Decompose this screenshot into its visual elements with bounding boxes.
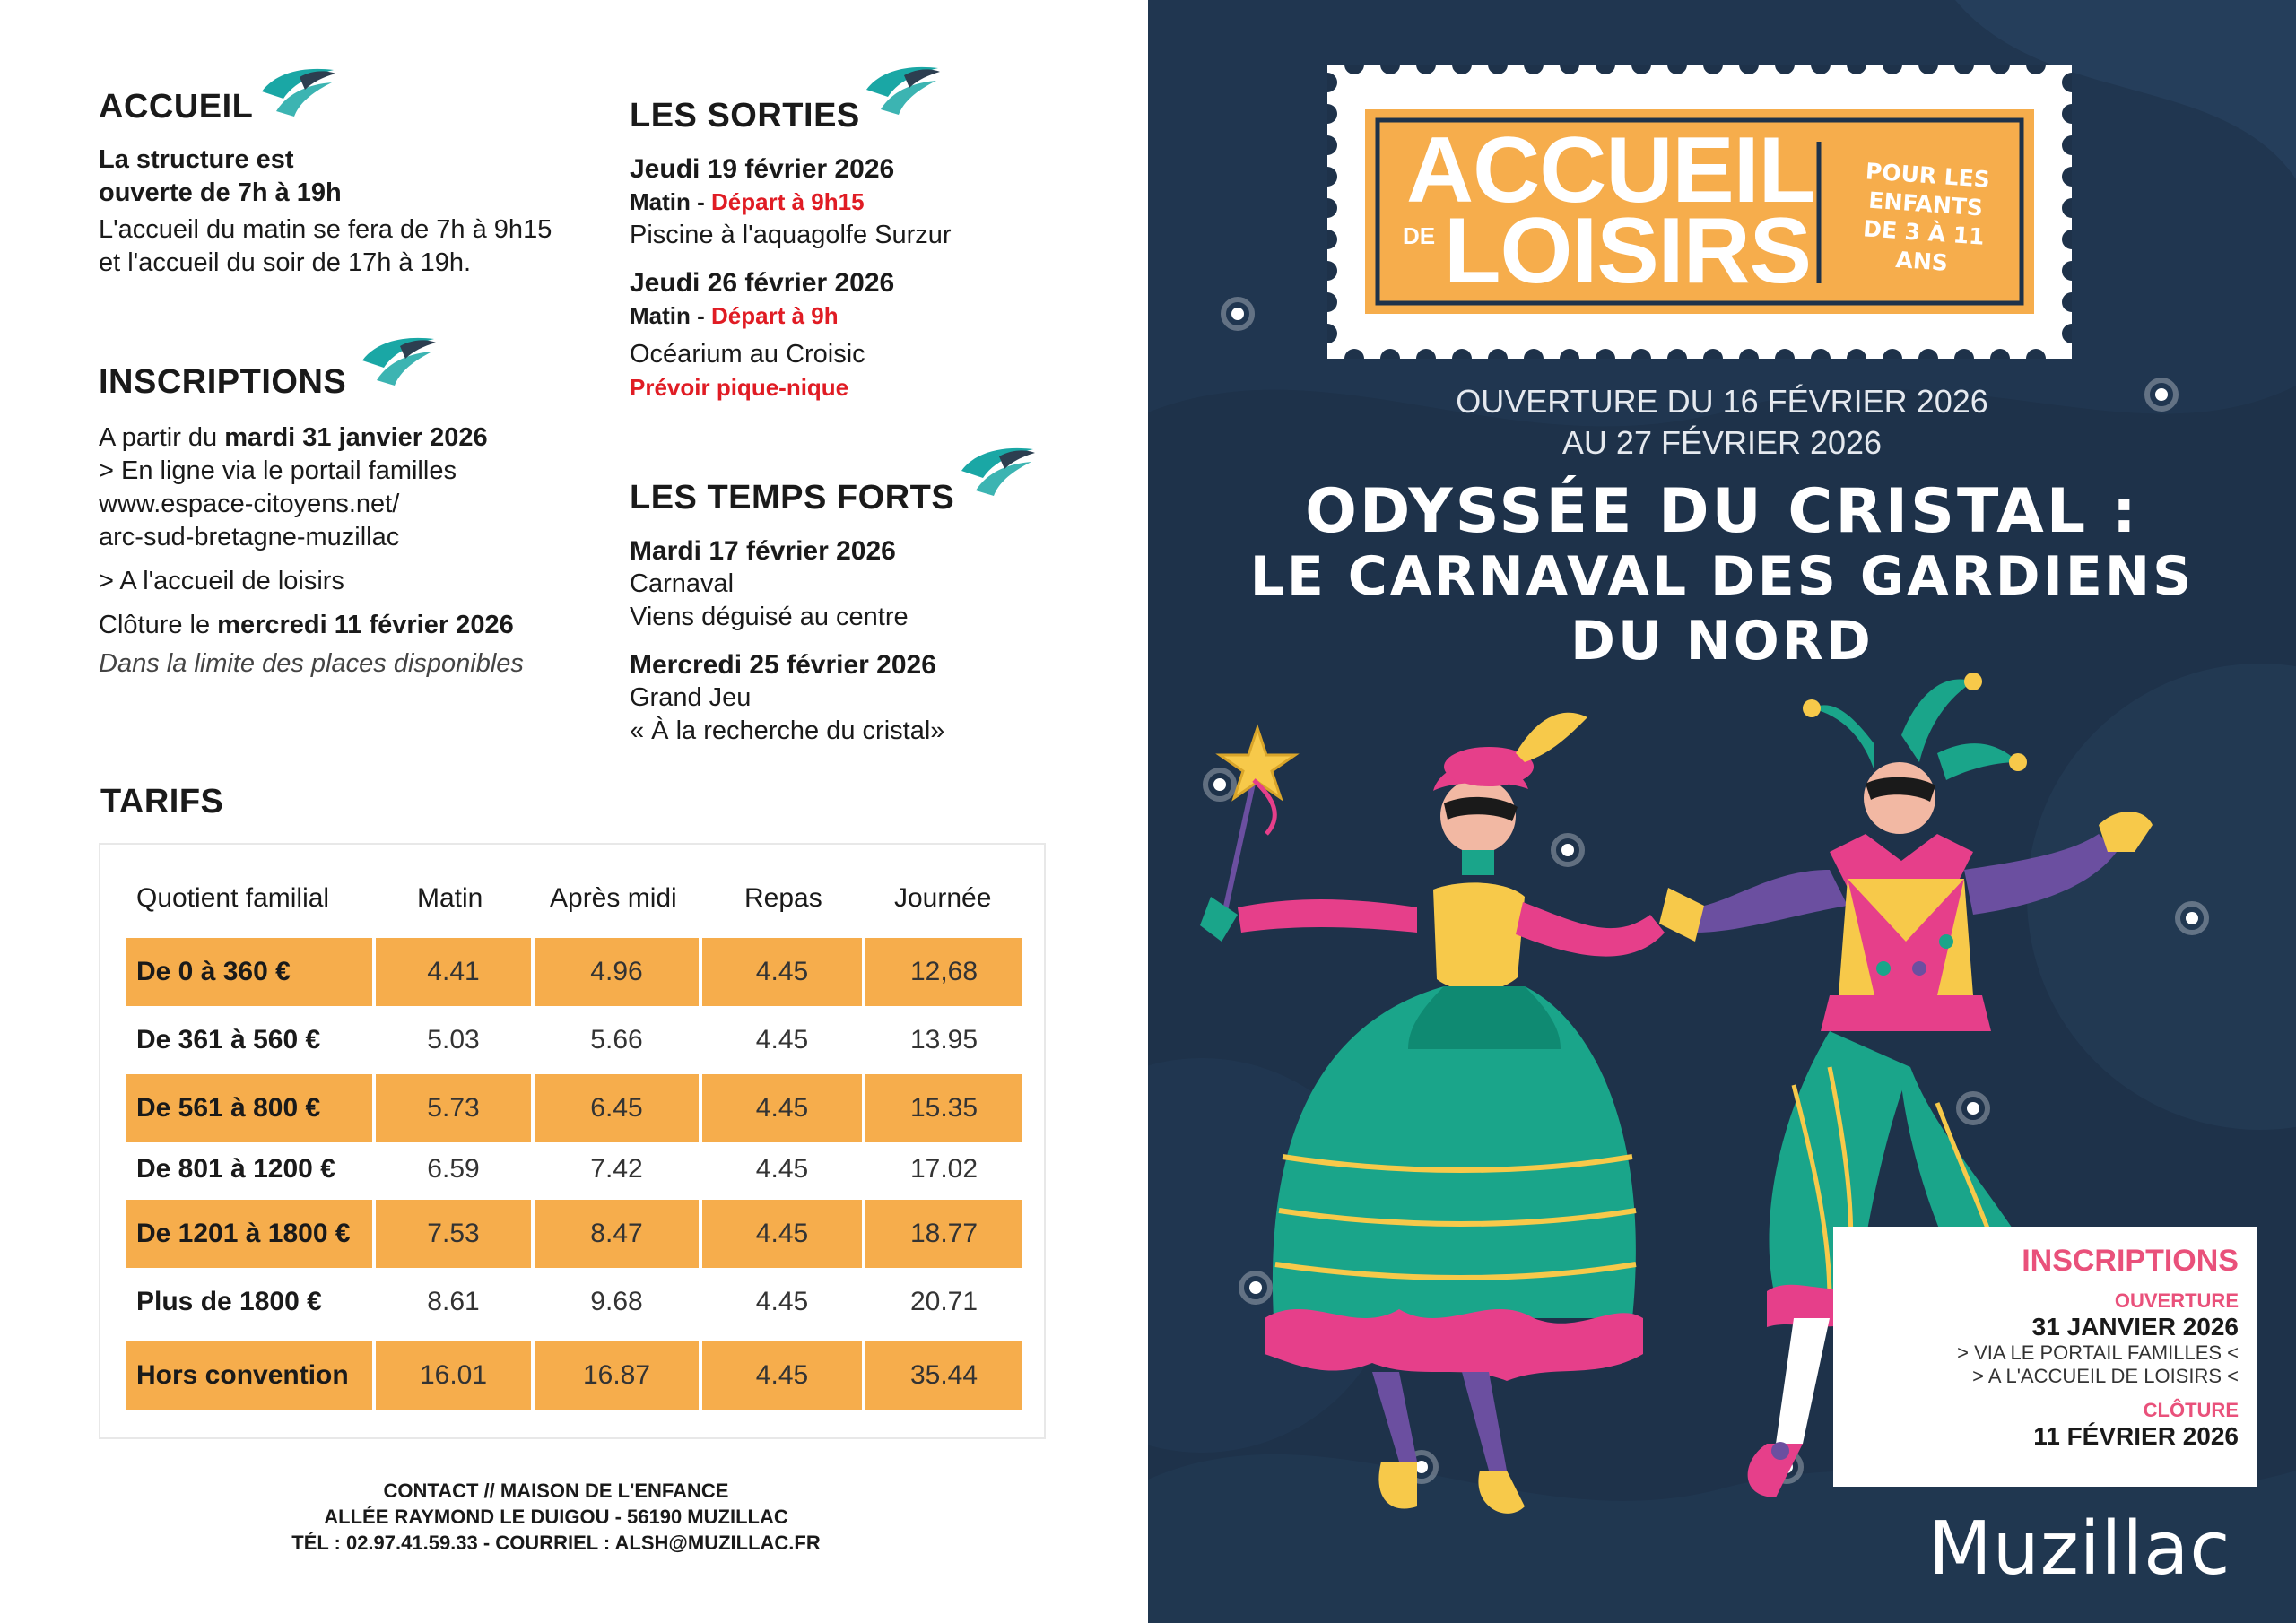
cell-quotient: Plus de 1800 €: [136, 1287, 322, 1316]
card-via2: > A L'ACCUEIL DE LOISIRS <: [1972, 1365, 2239, 1387]
th-quotient: Quotient familial: [136, 883, 330, 913]
temps-forts-body: [630, 534, 1114, 748]
cell-apres-midi: 8.47: [535, 1200, 699, 1268]
tf-1-date: Mardi 17 février 2026: [630, 536, 896, 566]
insc-url1[interactable]: www.espace-citoyens.net/: [99, 490, 400, 518]
table-row: [126, 938, 1022, 1006]
accueil-line2: ouverte de 7h à 19h: [99, 178, 342, 207]
stamp-accueil: ACCUEIL: [1406, 118, 1815, 222]
sortie-2-place: Océarium au Croisic: [630, 340, 865, 369]
insc-url2[interactable]: arc-sud-bretagne-muzillac: [99, 523, 400, 551]
tf-2-line2: « À la recherche du cristal»: [630, 716, 945, 745]
cell-matin: 5.73: [376, 1074, 531, 1142]
cell-quotient: De 361 à 560 €: [136, 1025, 321, 1055]
title-line3: DU NORD: [1570, 610, 1874, 673]
table-row: [126, 1006, 1022, 1074]
swoosh-icon: [258, 65, 337, 120]
sortie-1-depart: Départ à 9h15: [711, 188, 865, 215]
accueil-line1: La structure est: [99, 145, 294, 174]
insc-close-prefix: Clôture le: [99, 611, 218, 639]
cell-quotient: De 0 à 360 €: [126, 938, 372, 1006]
th-repas: Repas: [744, 883, 822, 913]
stamp-side2: ENFANTS: [1867, 187, 1984, 221]
opening-line2: AU 27 FÉVRIER 2026: [1561, 424, 1883, 461]
sortie-1-date: Jeudi 19 février 2026: [630, 154, 895, 184]
insc-from-date: mardi 31 janvier 2026: [224, 423, 488, 452]
title-line1: ODYSSÉE DU CRISTAL :: [1305, 476, 2139, 547]
inscriptions-section: [99, 363, 346, 402]
tf-2-line1: Grand Jeu: [630, 683, 752, 712]
sortie-2-depart: Départ à 9h: [711, 302, 839, 329]
cell-repas: 4.45: [755, 1287, 809, 1316]
card-open-label: OUVERTURE: [2114, 1289, 2239, 1312]
sorties-section: [630, 97, 860, 135]
opening-line1: OUVERTURE DU 16 FÉVRIER 2026: [1456, 383, 1988, 420]
sparkle-icon: [1231, 308, 1244, 320]
stamp-side1: POUR LES: [1865, 158, 1991, 193]
accueil-body: [99, 143, 552, 280]
temps-forts-section: [630, 479, 954, 517]
sortie-1-when: Matin -: [630, 188, 711, 215]
table-row: [126, 1341, 1022, 1410]
table-row: [126, 1200, 1022, 1268]
sortie-2-when: Matin -: [630, 302, 711, 329]
insc-online: > En ligne via le portail familles: [99, 456, 457, 485]
cell-journee: 15.35: [865, 1074, 1022, 1142]
cell-apres-midi: 4.96: [535, 938, 699, 1006]
cell-quotient: De 801 à 1200 €: [136, 1154, 335, 1184]
inscriptions-card: [1833, 1227, 2257, 1487]
sortie-2-note: Prévoir pique-nique: [630, 374, 849, 401]
stamp-de: DE: [1403, 222, 1436, 249]
contact-line2: ALLÉE RAYMOND LE DUIGOU - 56190 MUZILLAC: [324, 1506, 788, 1528]
insc-close-date: mercredi 11 février 2026: [217, 611, 514, 639]
inscriptions-title: INSCRIPTIONS: [99, 363, 347, 401]
muzillac-logo: Muzillac: [1928, 1506, 2231, 1592]
card-title: INSCRIPTIONS: [2022, 1244, 2239, 1278]
cover-panel: [1148, 0, 2296, 1623]
accueil-section: [99, 88, 253, 126]
stamp-audience: [1831, 155, 2018, 282]
cell-repas: 4.45: [702, 938, 862, 1006]
th-apres-midi: Après midi: [550, 883, 677, 913]
cell-repas: 4.45: [702, 1074, 862, 1142]
cell-quotient: De 561 à 800 €: [126, 1074, 372, 1142]
card-close-label: CLÔTURE: [2143, 1399, 2239, 1421]
cell-repas: 4.45: [755, 1025, 809, 1055]
temps-forts-title: LES TEMPS FORTS: [630, 479, 955, 516]
contact-line3[interactable]: TÉL : 02.97.41.59.33 - COURRIEL : ALSH@MUZILLAC.FR: [291, 1532, 821, 1554]
cell-matin: 4.41: [376, 938, 531, 1006]
stamp-banner: [1327, 65, 2072, 359]
cell-matin: 7.53: [376, 1200, 531, 1268]
tarifs-section: [100, 783, 223, 821]
accueil-line3: L'accueil du matin se fera de 7h à 9h15: [99, 215, 552, 244]
cell-apres-midi: 9.68: [590, 1287, 643, 1316]
accueil-title: ACCUEIL: [99, 88, 254, 126]
insc-onsite: > A l'accueil de loisirs: [99, 567, 344, 595]
insc-from-prefix: A partir du: [99, 423, 225, 452]
sorties-body: [630, 152, 1114, 404]
cell-matin: 8.61: [427, 1287, 480, 1316]
table-row: [126, 1268, 1022, 1336]
contact-block: [206, 1478, 906, 1556]
title-line2: LE CARNAVAL DES GARDIENS: [1249, 545, 2195, 608]
cell-apres-midi: 5.66: [590, 1025, 643, 1055]
table-row: [126, 1074, 1022, 1142]
stamp-side3: DE 3 À 11 ANS: [1862, 215, 1986, 276]
insc-limit: Dans la limite des places disponibles: [99, 649, 524, 678]
tf-1-line2: Viens déguisé au centre: [630, 603, 909, 631]
cell-apres-midi: 7.42: [590, 1154, 643, 1184]
th-matin: Matin: [417, 883, 483, 913]
tf-2-date: Mercredi 25 février 2026: [630, 650, 936, 680]
cell-journee: 20.71: [909, 1287, 978, 1316]
opening-dates: [1148, 381, 2296, 464]
cell-journee: 13.95: [909, 1025, 978, 1055]
star-wand-icon: [1220, 728, 1295, 915]
swoosh-icon: [359, 334, 438, 389]
th-journee: Journée: [894, 883, 992, 913]
card-close-date: 11 FÉVRIER 2026: [2033, 1422, 2239, 1450]
cell-quotient: Hors convention: [126, 1341, 372, 1410]
cell-repas: 4.45: [702, 1200, 862, 1268]
tarifs-table-header: [126, 883, 1022, 924]
table-row: [126, 1135, 1022, 1203]
sortie-2-date: Jeudi 26 février 2026: [630, 268, 895, 298]
swoosh-icon: [958, 444, 1037, 499]
cell-quotient: De 1201 à 1800 €: [126, 1200, 372, 1268]
tf-1-line1: Carnaval: [630, 569, 735, 598]
swoosh-icon: [863, 63, 942, 118]
sorties-title: LES SORTIES: [630, 97, 860, 135]
cell-apres-midi: 6.45: [535, 1074, 699, 1142]
cell-matin: 5.03: [427, 1025, 480, 1055]
cell-apres-midi: 16.87: [535, 1341, 699, 1410]
accueil-line4: et l'accueil du soir de 17h à 19h.: [99, 248, 472, 277]
inscriptions-body: [99, 421, 601, 681]
cell-repas: 4.45: [755, 1154, 809, 1184]
tarifs-title: TARIFS: [100, 783, 224, 820]
cell-journee: 17.02: [909, 1154, 978, 1184]
card-via1: > VIA LE PORTAIL FAMILLES <: [1957, 1341, 2239, 1364]
cover-title: [1148, 476, 2296, 673]
contact-line1: CONTACT // MAISON DE L'ENFANCE: [383, 1480, 729, 1502]
cell-matin: 16.01: [376, 1341, 531, 1410]
cell-repas: 4.45: [702, 1341, 862, 1410]
sortie-1-place: Piscine à l'aquagolfe Surzur: [630, 221, 952, 249]
cell-journee: 18.77: [865, 1200, 1022, 1268]
stamp-loisirs: LOISIRS: [1444, 199, 1812, 303]
cell-journee: 35.44: [865, 1341, 1022, 1410]
card-open-date: 31 JANVIER 2026: [2031, 1313, 2239, 1341]
cell-matin: 6.59: [427, 1154, 480, 1184]
cell-journee: 12,68: [865, 938, 1022, 1006]
